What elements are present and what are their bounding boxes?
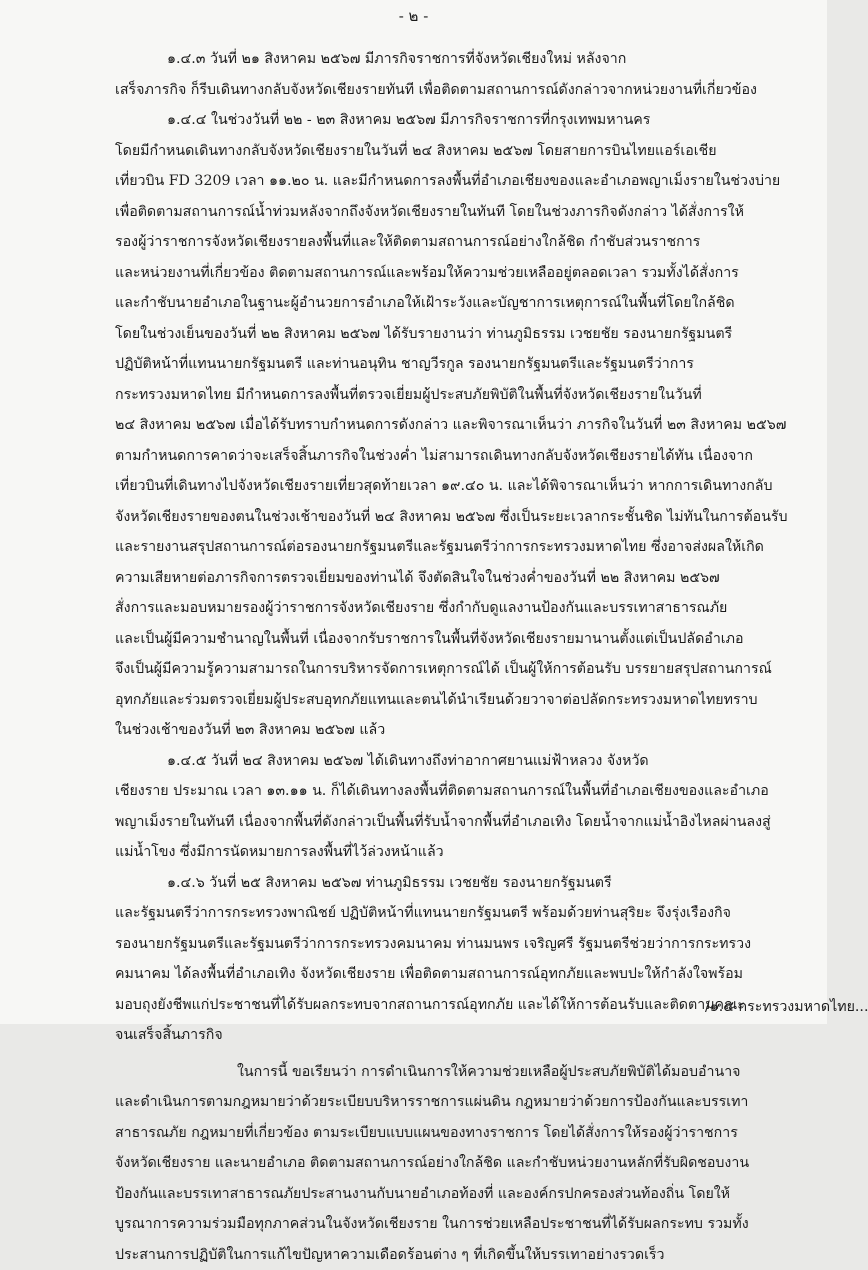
paragraph-1-4-6	[115, 868, 785, 1051]
text-line: กระทรวงมหาดไทย มีกำหนดการลงพื้นที่ตรวจเยี่ยมผู้ประสบภัยพิบัติในพื้นที่จังหวัดเชียงรายในวันที่	[115, 380, 785, 411]
text-line: และเป็นผู้มีความชำนาญในพื้นที่ เนื่องจากรับราชการในพื้นที่จังหวัดเชียงรายมานานตั้งแต่เป็นปลัดอำเภอ	[115, 624, 785, 655]
page-number: - ๒ -	[0, 4, 827, 28]
text-line: และกำชับนายอำเภอในฐานะผู้อำนวยการอำเภอให้เฝ้าระวังและบัญชาการเหตุการณ์ในพื้นที่โดยใกล้ชิด	[115, 288, 785, 319]
text-line: เที่ยวบินที่เดินทางไปจังหวัดเชียงรายเที่ยวสุดท้ายเวลา ๑๙.๔๐ น. และได้พิจารณาเห็นว่า หากการเดินทางกลับ	[115, 471, 785, 502]
text-line: จึงเป็นผู้มีความรู้ความสามารถในการบริหารจัดการเหตุการณ์ได้ เป็นผู้ให้การต้อนรับ บรรยายสรุปสถานการณ์	[115, 654, 785, 685]
text-line: ๑.๔.๖ วันที่ ๒๕ สิงหาคม ๒๕๖๗ ท่านภูมิธรรม เวชยชัย รองนายกรัฐมนตรี	[115, 868, 785, 899]
text-line: จนเสร็จสิ้นภารกิจ	[115, 1020, 785, 1051]
text-line: คมนาคม ได้ลงพื้นที่อำเภอเทิง จังหวัดเชียงราย เพื่อติดตามสถานการณ์อุทกภัยและพบปะให้กำลังใจพร้อม	[115, 959, 785, 990]
document-body	[115, 44, 785, 1270]
text-line: และดำเนินการตามกฎหมายว่าด้วยระเบียบบริหารราชการแผ่นดิน กฎหมายว่าด้วยการป้องกันและบรรเทา	[115, 1087, 785, 1118]
paragraph-closing	[115, 1057, 785, 1270]
text-line: เชียงราย ประมาณ เวลา ๑๓.๑๑ น. ก็ได้เดินทางลงพื้นที่ติดตามสถานการณ์ในพื้นที่อำเภอเชียงของและอำเภอ	[115, 776, 785, 807]
text-line: ๑.๔.๓ วันที่ ๒๑ สิงหาคม ๒๕๖๗ มีภารกิจราชการที่จังหวัดเชียงใหม่ หลังจาก	[115, 44, 785, 75]
text-line: บูรณาการความร่วมมือทุกภาคส่วนในจังหวัดเชียงราย ในการช่วยเหลือประชาชนที่ได้รับผลกระทบ รวมทั้ง	[115, 1209, 785, 1240]
paragraph-1-4-3	[115, 44, 785, 105]
text-line: พญาเม็งรายในทันที เนื่องจากพื้นที่ดังกล่าวเป็นพื้นที่รับน้ำจากพื้นที่อำเภอเทิง โดยน้ำจากแม่น้ำอิงไหลผ่านลงสู่	[115, 807, 785, 838]
text-line: ป้องกันและบรรเทาสาธารณภัยประสานงานกับนายอำเภอท้องที่ และองค์กรปกครองส่วนท้องถิ่น โดยให้	[115, 1179, 785, 1210]
text-line: โดยในช่วงเย็นของวันที่ ๒๒ สิงหาคม ๒๕๖๗ ได้รับรายงานว่า ท่านภูมิธรรม เวชยชัย รองนายกรัฐมนตรี	[115, 319, 785, 350]
text-line: ตามกำหนดการคาดว่าจะเสร็จสิ้นภารกิจในช่วงค่ำ ไม่สามารถเดินทางกลับจังหวัดเชียงรายได้ทัน เนื่องจาก	[115, 441, 785, 472]
text-line: รองนายกรัฐมนตรีและรัฐมนตรีว่าการกระทรวงคมนาคม ท่านมนพร เจริญศรี รัฐมนตรีช่วยว่าการกระทรวง	[115, 929, 785, 960]
text-line: จังหวัดเชียงราย และนายอำเภอ ติดตามสถานการณ์อย่างใกล้ชิด และกำชับหน่วยงานหลักที่รับผิดชอบงาน	[115, 1148, 785, 1179]
text-line: และหน่วยงานที่เกี่ยวข้อง ติดตามสถานการณ์และพร้อมให้ความช่วยเหลืออยู่ตลอดเวลา รวมทั้งได้สั่งการ	[115, 258, 785, 289]
text-line: ความเสียหายต่อภารกิจการตรวจเยี่ยมของท่านได้ จึงตัดสินใจในช่วงค่ำของวันที่ ๒๒ สิงหาคม ๒๕๖๗	[115, 563, 785, 594]
text-line: มอบถุงยังชีพแก่ประชาชนที่ได้รับผลกระทบจากสถานการณ์อุทกภัย และได้ให้การต้อนรับและติดตามคณะ	[115, 990, 785, 1021]
text-line: ๒๔ สิงหาคม ๒๕๖๗ เมื่อได้รับทราบกำหนดการดังกล่าว และพิจารณาเห็นว่า ภารกิจในวันที่ ๒๓ สิงหาคม ๒๕๖๗	[115, 410, 785, 441]
text-line: ในการนี้ ขอเรียนว่า การดำเนินการให้ความช่วยเหลือผู้ประสบภัยพิบัติได้มอบอำนาจ	[115, 1057, 785, 1088]
text-line: ๑.๔.๕ วันที่ ๒๔ สิงหาคม ๒๕๖๗ ได้เดินทางถึงท่าอากาศยานแม่ฟ้าหลวง จังหวัด	[115, 746, 785, 777]
text-line: โดยมีกำหนดเดินทางกลับจังหวัดเชียงรายในวันที่ ๒๔ สิงหาคม ๒๕๖๗ โดยสายการบินไทยแอร์เอเชีย	[115, 136, 785, 167]
text-line: และรายงานสรุปสถานการณ์ต่อรองนายกรัฐมนตรีและรัฐมนตรีว่าการกระทรวงมหาดไทย ซึ่งอาจส่งผลให้เกิด	[115, 532, 785, 563]
text-line: เที่ยวบิน FD 3209 เวลา ๑๑.๒๐ น. และมีกำหนดการลงพื้นที่อำเภอเชียงของและอำเภอพญาเม็งรายในช่วงบ่าย	[115, 166, 785, 197]
text-line: และรัฐมนตรีว่าการกระทรวงพาณิชย์ ปฏิบัติหน้าที่แทนนายกรัฐมนตรี พร้อมด้วยท่านสุริยะ จึงรุ่งเรืองกิจ	[115, 898, 785, 929]
text-line: เสร็จภารกิจ ก็รีบเดินทางกลับจังหวัดเชียงรายทันที เพื่อติดตามสถานการณ์ดังกล่าวจากหน่วยงานที่เกี่ยวข้อง	[115, 75, 785, 106]
text-line: จังหวัดเชียงรายของตนในช่วงเช้าของวันที่ ๒๔ สิงหาคม ๒๕๖๗ ซึ่งเป็นระยะเวลากระชั้นชิด ไม่ทันในการต้อนรับ	[115, 502, 785, 533]
paragraph-1-4-5	[115, 746, 785, 868]
paragraph-1-4-4	[115, 105, 785, 746]
text-line: อุทกภัยและร่วมตรวจเยี่ยมผู้ประสบอุทกภัยแทนและตนได้นำเรียนด้วยวาจาต่อปลัดกระทรวงมหาดไทยทราบ	[115, 685, 785, 716]
text-line: สาธารณภัย กฎหมายที่เกี่ยวข้อง ตามระเบียบแบบแผนของทางราชการ โดยได้สั่งการให้รองผู้ว่าราชการ	[115, 1118, 785, 1149]
text-line: ปฏิบัติหน้าที่แทนนายกรัฐมนตรี และท่านอนุทิน ชาญวีรกูล รองนายกรัฐมนตรีและรัฐมนตรีว่าการ	[115, 349, 785, 380]
text-line: ๑.๔.๔ ในช่วงวันที่ ๒๒ - ๒๓ สิงหาคม ๒๕๖๗ มีภารกิจราชการที่กรุงเทพมหานคร	[115, 105, 785, 136]
continuation-note: /๑.๕ กระทรวงมหาดไทย...	[705, 996, 868, 1018]
text-line: ประสานการปฏิบัติในการแก้ไขปัญหาความเดือดร้อนต่าง ๆ ที่เกิดขึ้นให้บรรเทาอย่างรวดเร็ว	[115, 1240, 785, 1270]
text-line: รองผู้ว่าราชการจังหวัดเชียงรายลงพื้นที่และให้ติดตามสถานการณ์อย่างใกล้ชิด กำชับส่วนราชการ	[115, 227, 785, 258]
text-line: สั่งการและมอบหมายรองผู้ว่าราชการจังหวัดเชียงราย ซึ่งกำกับดูแลงานป้องกันและบรรเทาสาธารณภัย	[115, 593, 785, 624]
text-line: ในช่วงเช้าของวันที่ ๒๓ สิงหาคม ๒๕๖๗ แล้ว	[115, 715, 785, 746]
text-line: เพื่อติดตามสถานการณ์น้ำท่วมหลังจากถึงจังหวัดเชียงรายในทันที โดยในช่วงภารกิจดังกล่าว ได้สั่งการให้	[115, 197, 785, 228]
text-line: แม่น้ำโขง ซึ่งมีการนัดหมายการลงพื้นที่ไว้ล่วงหน้าแล้ว	[115, 837, 785, 868]
